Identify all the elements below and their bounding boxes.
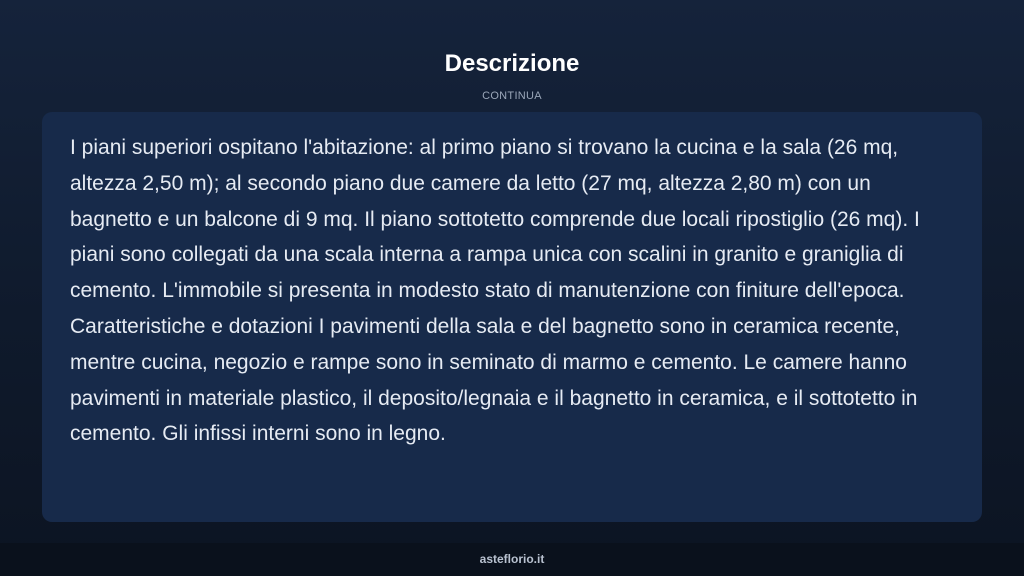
description-card	[42, 112, 982, 522]
footer-site-label: asteflorio.it	[479, 552, 545, 566]
description-text: I piani superiori ospitano l'abitazione: al primo piano si trovano la cucina e la sala (26 mq, altezza 2,50 m); al secondo piano due camere da letto (27 mq, altezza 2,80 m) con un bagnetto e un balcone di 9 mq. Il piano sottotetto comprende due locali ripostiglio (26 mq). I piani sono collegati da una scala interna a rampa unica con scalini in granito e graniglia di cemento. L'immobile si presenta in modesto stato di manutenzione con finiture dell'epoca. Caratteristiche e dotazioni I pavimenti della sala e del bagnetto sono in ceramica recente, mentre cucina, negozio e rampe sono in seminato di marmo e cemento. Le camere hanno pavimenti in materiale plastico, il deposito/legnaia e il bagnetto in ceramica, e il sottotetto in cemento. Gli infissi interni sono in legno.	[70, 136, 920, 446]
page-title: Descrizione	[444, 50, 580, 77]
page-subtitle: CONTINUA	[482, 90, 542, 102]
footer-bar	[0, 543, 1024, 576]
